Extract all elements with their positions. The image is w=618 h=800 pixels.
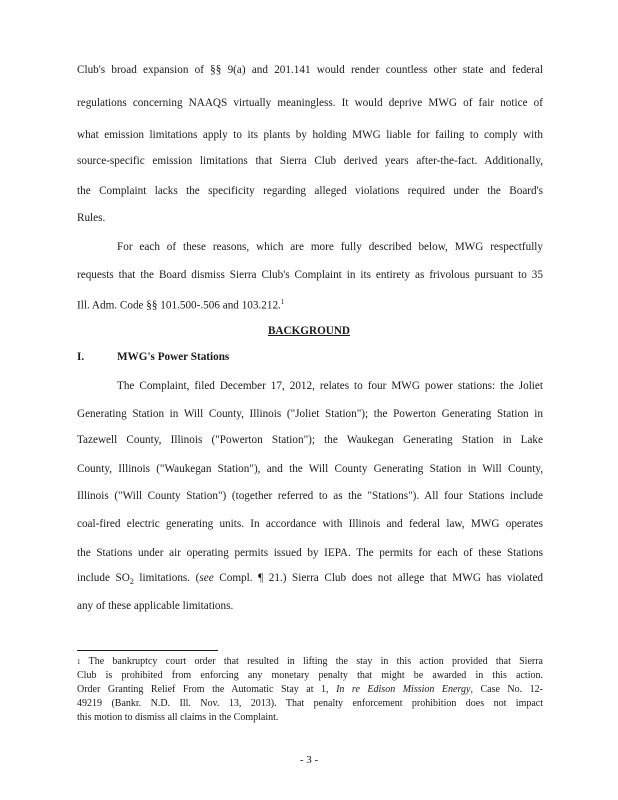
paragraph-2-line-2: requests that the Board dismiss Sierra Club's Complaint in its entirety as frivolous pursuant to 35 (77, 269, 543, 281)
line-8-subscript: 2 (129, 577, 134, 587)
paragraph-1-line-3: what emission limitations apply to its plants by holding MWG liable for failing to comply with (77, 129, 543, 141)
footnote-line-1 (77, 656, 543, 668)
line-8-italic: see (199, 572, 214, 584)
paragraph-3-line-1: The Complaint, filed December 17, 2012, relates to four MWG power stations: the Joliet (117, 380, 543, 392)
footnote-case-name: In re Edison Mission Energy (336, 684, 471, 695)
paragraph-3-line-4: County, Illinois ("Waukegan Station"), and the Will County Generating Station in Will County, (77, 463, 543, 475)
section-title (77, 351, 229, 363)
paragraph-3-line-6: coal-fired electric generating units. In accordance with Illinois and federal law, MWG operates (77, 518, 543, 530)
paragraph-3-line-2: Generating Station in Will County, Illinois ("Joliet Station"); the Powerton Generating Station in (77, 408, 543, 420)
page-number: - 3 - (299, 754, 319, 766)
section-title-text: MWG's Power Stations (117, 351, 230, 363)
footnote-divider (77, 650, 218, 651)
paragraph-1-line-2: regulations concerning NAAQS virtually meaningless. It would deprive MWG of fair notice of (77, 97, 543, 109)
paragraph-3-line-8 (77, 571, 543, 589)
paragraph-3-line-3: Tazewell County, Illinois ("Powerton Station"); the Waukegan Generating Station in Lake (77, 434, 543, 446)
paragraph-2-line-1: For each of these reasons, which are more fully described below, MWG respectfully (117, 241, 543, 253)
line-8-part-1: include SO (77, 572, 130, 584)
paragraph-1-line-6: Rules. (77, 212, 106, 224)
footnote-line-4: 49219 (Bankr. N.D. Ill. Nov. 13, 2013). That penalty enforcement prohibition does not impact (77, 698, 543, 709)
footnote-line-3-text: Order Granting Relief From the Automatic Stay at 1, (77, 684, 337, 695)
paragraph-1-line-5: the Complaint lacks the specificity regarding alleged violations required under the Board's (77, 185, 543, 197)
footnote-reference: 1 (280, 298, 285, 306)
paragraph-2-line-3-text: Ill. Adm. Code §§ 101.500-.506 and 103.212. (77, 299, 281, 312)
footnote-line-2: Club is prohibited from enforcing any monetary penalty that might be awarded in this action. (77, 670, 543, 681)
footnote-line-3 (77, 684, 543, 696)
section-heading-background: BACKGROUND (267, 325, 351, 337)
section-number: I. (77, 351, 85, 363)
line-8-part-2: limitations. ( (133, 572, 200, 584)
paragraph-3-line-9: any of these applicable limitations. (77, 600, 234, 612)
paragraph-3-line-5: Illinois ("Will County Station") (together referred to as the "Stations"). All four Stations include (77, 490, 543, 502)
paragraph-3-line-7: the Stations under air operating permits issued by IEPA. The permits for each of these Stations (77, 547, 543, 559)
footnote-case-number: , Case No. 12- (470, 684, 544, 695)
footnote-line-1-text: The bankruptcy court order that resulted in lifting the stay in this action provided that Sierra (80, 656, 543, 667)
paragraph-2-line-3 (77, 295, 543, 313)
paragraph-1-line-1: Club's broad expansion of §§ 9(a) and 201.141 would render countless other state and federal (77, 64, 543, 76)
paragraph-1-line-4: source-specific emission limitations that Sierra Club derived years after-the-fact. Additionally, (77, 155, 543, 167)
footnote-line-5: this motion to dismiss all claims in the Complaint. (77, 712, 279, 723)
line-8-part-3: Compl. ¶ 21.) Sierra Club does not allege that MWG has violated (213, 572, 544, 584)
footnote-mark: 1 (77, 658, 81, 666)
